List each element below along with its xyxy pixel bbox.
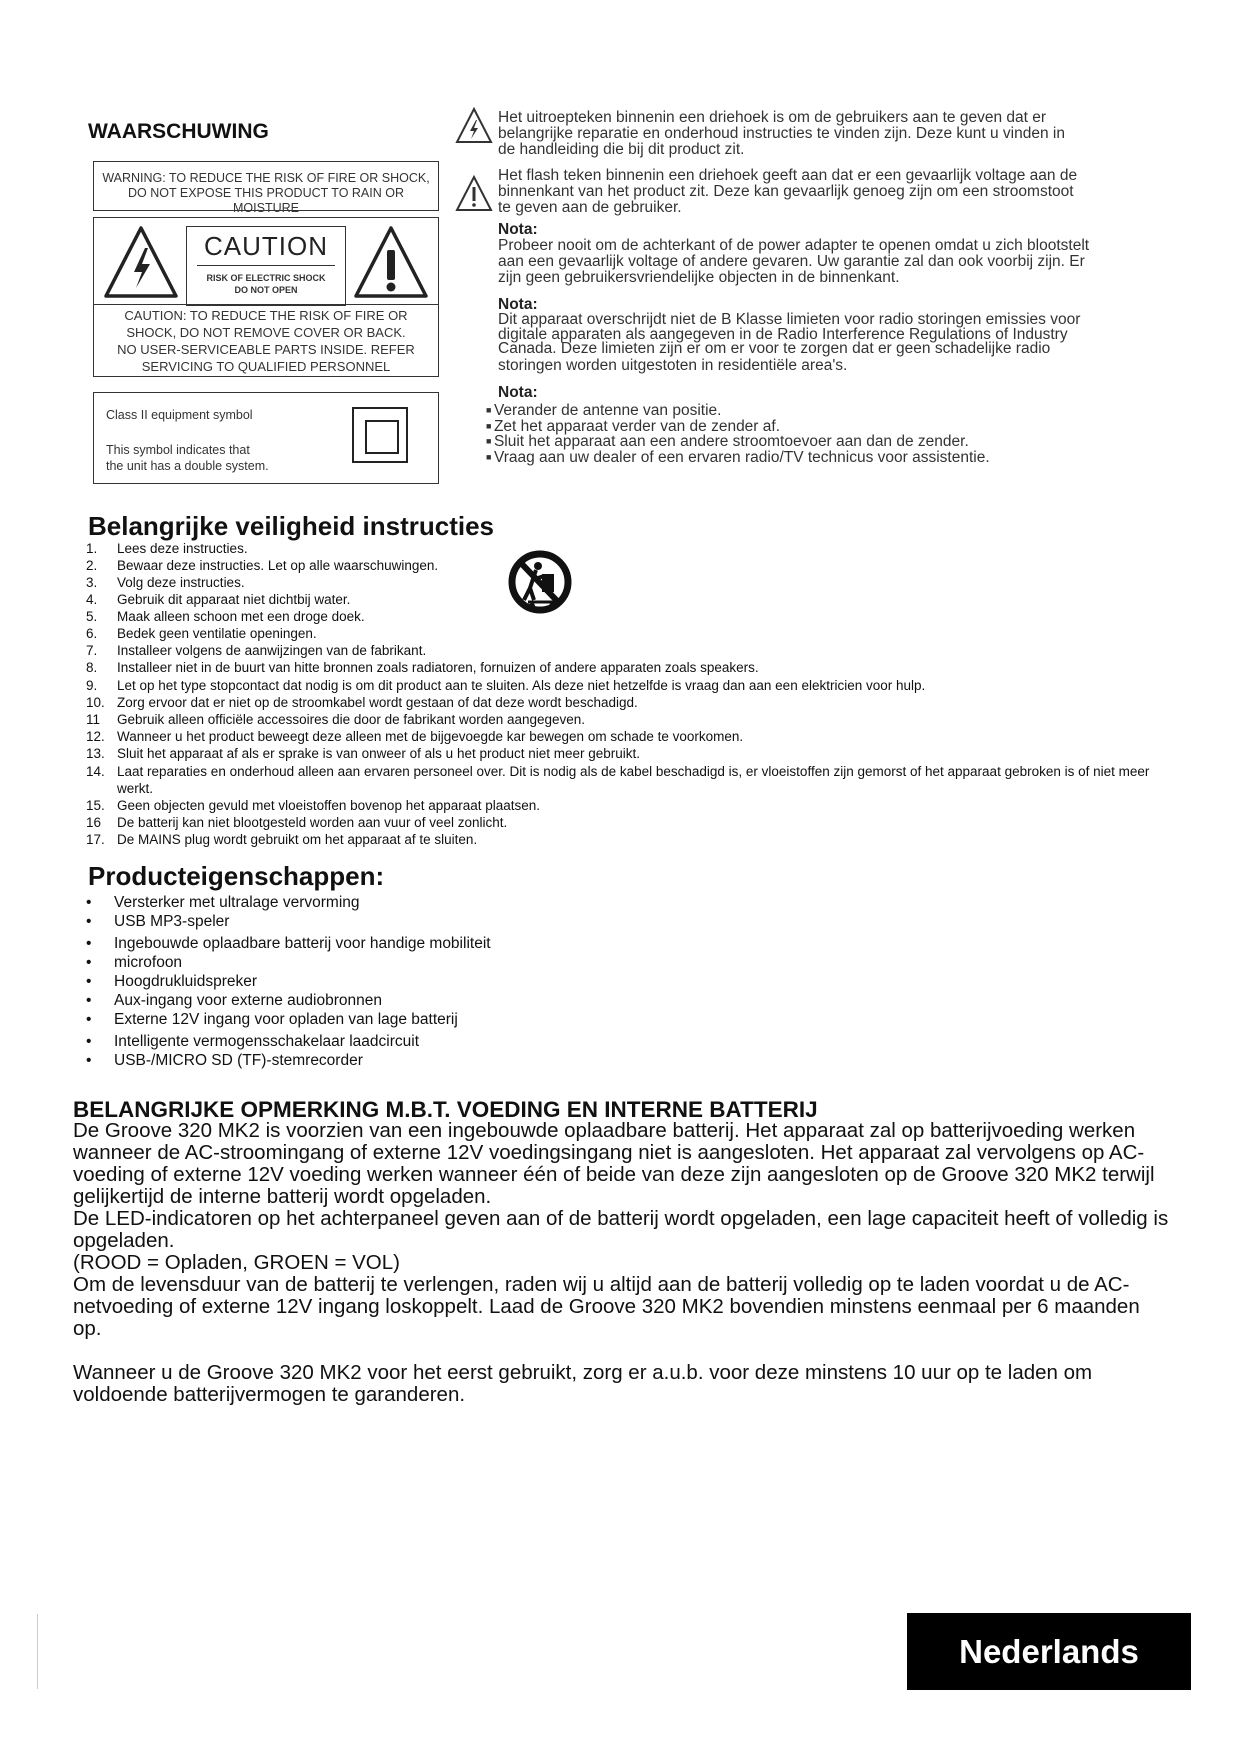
- list-item: • USB-/MICRO SD (TF)-stemrecorder: [86, 1052, 363, 1069]
- text-line: storingen worden uitgestoten in residentiële area's.: [498, 356, 848, 374]
- battery-paragraph: (ROOD = Opladen, GROEN = VOL): [73, 1251, 400, 1274]
- list-item: 16 De batterij kan niet blootgesteld worden aan vuur of veel zonlicht.: [86, 815, 508, 830]
- list-item: 9. Let op het type stopcontact dat nodig is om dit product aan te sluiten. Als deze niet hetzelfde is vraag dan aan een elektricien voor hulp.: [86, 678, 926, 693]
- text-line: te geven aan de gebruiker.: [498, 199, 682, 216]
- double-square-icon: [352, 407, 408, 463]
- caution-label: [186, 226, 346, 306]
- list-item: • Hoogdrukluidspreker: [86, 973, 258, 990]
- text-line: binnenkant van het product zit. Deze kan gevaarlijk genoeg zijn om een stroomstoot: [498, 183, 1074, 200]
- safety-list: [86, 540, 1176, 848]
- nota-1: [498, 222, 1168, 286]
- list-item: 17. De MAINS plug wordt gebruikt om het apparaat af te sluiten.: [86, 832, 478, 847]
- list-item: 3. Volg deze instructies.: [86, 575, 245, 590]
- battery-body: [73, 1120, 1173, 1406]
- warning-box-line: DO NOT EXPOSE THIS PRODUCT TO RAIN OR MOISTURE: [128, 186, 404, 215]
- cart-tip-over-icon: [508, 548, 572, 618]
- caution-sub: [187, 272, 345, 296]
- safety-title: Belangrijke veiligheid instructies: [88, 511, 495, 541]
- lightning-triangle-icon: [455, 107, 493, 145]
- class2-desc-line: the unit has a double system.: [106, 459, 269, 473]
- caution-word: CAUTION: [204, 231, 328, 261]
- list-item: 10. Zorg ervoor dat er niet op de stroomkabel wordt gestaan of dat deze wordt beschadigd.: [86, 695, 638, 710]
- list-item: 11 Gebruik alleen officiële accessoires die door de fabrikant worden aangegeven.: [86, 712, 586, 727]
- list-item: 5. Maak alleen schoon met een droge doek.: [86, 609, 365, 624]
- list-item: ■ Zet het apparaat verder van de zender af.: [486, 419, 990, 435]
- caution-text-line: NO USER-SERVICEABLE PARTS INSIDE. REFER: [117, 342, 415, 357]
- lightning-triangle-icon: [102, 224, 180, 300]
- text-line: de handleiding die bij dit product zit.: [498, 141, 745, 158]
- class2-desc-line: This symbol indicates that: [106, 443, 250, 457]
- text-line: Probeer nooit om de achterkant of de power adapter te openen omdat u zich blootstelt: [498, 237, 1090, 254]
- list-item: • Intelligente vermogensschakelaar laadcircuit: [86, 1033, 419, 1050]
- battery-paragraph: De Groove 320 MK2 is voorzien van een ingebouwde oplaadbare batterij. Het apparaat zal op batterijvoeding werken wanneer de AC-stroomingang of externe 12V voedingsingang niet is aangesloten. Het apparaat zal vervolgens op AC-voeding of externe 12V voeding werken wanneer één of beide van deze zijn aangesloten op de Groove 320 MK2 terwijl gelijkertijd de interne batterij wordt opgeladen.: [73, 1119, 1155, 1208]
- list-item: • microfoon: [86, 954, 183, 971]
- list-item: 7. Installeer volgens de aanwijzingen van de fabrikant.: [86, 643, 427, 658]
- warning-title: WAARSCHUWING: [88, 120, 269, 143]
- list-item: 2. Bewaar deze instructies. Let op alle waarschuwingen.: [86, 558, 439, 573]
- list-item: ■ Vraag aan uw dealer of een ervaren radio/TV technicus voor assistentie.: [486, 450, 990, 466]
- class2-label: Class II equipment symbol: [106, 408, 253, 422]
- info-exclamation: [498, 110, 1168, 158]
- nota-3: [498, 385, 1168, 401]
- features-title: Producteigenschappen:: [88, 861, 385, 891]
- features-list: [86, 894, 491, 1071]
- battery-paragraph: Om de levensduur van de batterij te verlengen, raden wij u altijd aan de batterij volledig op te laden voordat u de AC-netvoeding of externe 12V ingang loskoppelt. Laad de Groove 320 MK2 bovendien minstens eenmaal per 6 maanden op.: [73, 1273, 1140, 1340]
- list-item: • Aux-ingang voor externe audiobronnen: [86, 992, 382, 1009]
- list-item: 13. Sluit het apparaat af als er sprake is van onweer of als u het product niet meer gebruikt.: [86, 746, 641, 761]
- language-tab: Nederlands: [907, 1613, 1191, 1690]
- text-line: belangrijke reparatie en onderhoud instructies te vinden zijn. Deze kunt u vinden in: [498, 125, 1065, 142]
- text-line: Dit apparaat overschrijdt niet de B Klasse limieten voor radio storingen emissies voor: [498, 311, 1081, 328]
- exclamation-triangle-icon: [455, 175, 493, 213]
- class2-desc: [106, 442, 269, 474]
- caution-text-line: CAUTION: TO REDUCE THE RISK OF FIRE OR: [124, 308, 408, 323]
- info-flash: [498, 168, 1168, 216]
- warning-box-line: WARNING: TO REDUCE THE RISK OF FIRE OR SHOCK,: [102, 171, 430, 185]
- list-item: • Versterker met ultralage vervorming: [86, 894, 360, 911]
- class2-box: [93, 392, 439, 484]
- list-item: 15. Geen objecten gevuld met vloeistoffen bovenop het apparaat plaatsen.: [86, 798, 541, 813]
- nota-2: [498, 296, 1168, 374]
- text-line: zijn geen gebruikersvriendelijke objecten in de binnenkant.: [498, 269, 900, 286]
- list-item: • Externe 12V ingang voor opladen van lage batterij: [86, 1011, 458, 1028]
- battery-title: BELANGRIJKE OPMERKING M.B.T. VOEDING EN INTERNE BATTERIJ: [73, 1097, 818, 1122]
- text-line: Canada. Deze limieten zijn er om er voor te zorgen dat er geen schadelijke radio: [498, 340, 1051, 357]
- text-line: digitale apparaten als aangegeven in de Radio Interference Regulations of Industry: [498, 325, 1068, 343]
- caution-sub-line: DO NOT OPEN: [234, 285, 298, 295]
- nota-heading: Nota:: [498, 384, 538, 401]
- caution-text-line: SHOCK, DO NOT REMOVE COVER OR BACK.: [126, 325, 406, 340]
- exclamation-triangle-icon: [352, 224, 430, 300]
- warning-box: [93, 161, 439, 215]
- caution-box: [93, 217, 439, 377]
- text-line: aan een gevaarlijk voltage of andere gevaren. Uw garantie zal dan ook voorbij zijn. Er: [498, 253, 1085, 270]
- list-item: ■ Sluit het apparaat aan een andere stroomtoevoer aan dan de zender.: [486, 434, 990, 450]
- text-line: Het uitroepteken binnenin een driehoek is om de gebruikers aan te geven dat er: [498, 109, 1047, 126]
- battery-paragraph: De LED-indicatoren op het achterpaneel geven aan of de batterij wordt opgeladen, een lage capaciteit heeft of volledig is opgeladen.: [73, 1207, 1169, 1252]
- list-item: • USB MP3-speler: [86, 913, 230, 930]
- list-item: ■ Verander de antenne van positie.: [486, 403, 990, 419]
- list-item: 6. Bedek geen ventilatie openingen.: [86, 626, 317, 641]
- nota-3-bullets: [486, 403, 990, 465]
- nota-heading: Nota:: [498, 221, 538, 238]
- page-edge-line: [37, 1614, 38, 1689]
- list-item: 12. Wanneer u het product beweegt deze alleen met de bijgevoegde kar bewegen om schade te voorkomen.: [86, 729, 744, 744]
- caution-text-line: SERVICING TO QUALIFIED PERSONNEL: [141, 359, 391, 374]
- list-item: 4. Gebruik dit apparaat niet dichtbij water.: [86, 592, 351, 607]
- list-item: 14. Laat reparaties en onderhoud alleen aan ervaren personeel over. Dit is nodig als de kabel beschadigd is, er vloeistoffen zijn gemorst of het apparaat gebroken is of niet meer werkt.: [86, 764, 1150, 796]
- battery-paragraph: Wanneer u de Groove 320 MK2 voor het eerst gebruikt, zorg er a.u.b. voor deze minstens 10 uur op te laden om voldoende batterijvermogen te garanderen.: [73, 1361, 1093, 1406]
- text-line: Het flash teken binnenin een driehoek geeft aan dat er een gevaarlijk voltage aan de: [498, 167, 1078, 184]
- nota-heading: Nota:: [498, 296, 538, 313]
- caution-sub-line: RISK OF ELECTRIC SHOCK: [206, 273, 326, 283]
- list-item: • Ingebouwde oplaadbare batterij voor handige mobiliteit: [86, 935, 491, 952]
- list-item: 1. Lees deze instructies.: [86, 541, 248, 556]
- list-item: 8. Installeer niet in de buurt van hitte bronnen zoals radiatoren, fornuizen of andere apparaten zoals speakers.: [86, 660, 759, 675]
- caution-text: [94, 304, 438, 375]
